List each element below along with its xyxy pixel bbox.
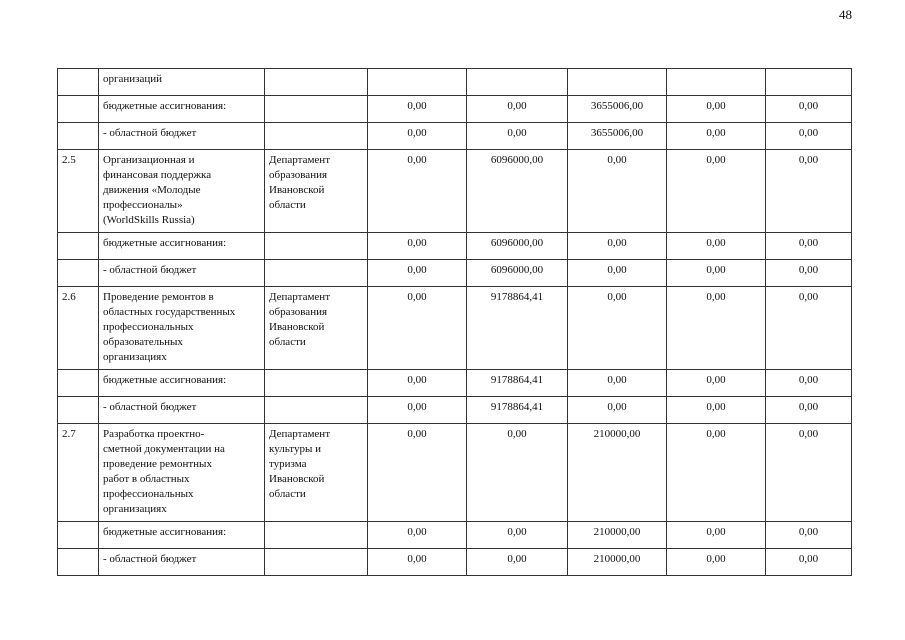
executor-line: культуры и xyxy=(269,443,321,455)
item-number-cell xyxy=(58,260,99,287)
item-number-cell xyxy=(58,522,99,549)
item-name-line: финансовая поддержка xyxy=(103,169,212,181)
item-name-cell xyxy=(99,233,265,260)
item-name-line: движения «Молодые xyxy=(103,184,201,196)
item-name-cell xyxy=(99,69,265,96)
value-cell-4: 0,00 xyxy=(667,233,766,260)
item-name-line: сметной документации на xyxy=(103,443,225,455)
executor-cell xyxy=(265,123,368,150)
item-name-line: бюджетные ассигнования: xyxy=(103,100,227,112)
value-cell-1: 0,00 xyxy=(368,96,467,123)
executor-line: Департамент xyxy=(269,428,331,440)
item-name-line: (WorldSkills Russia) xyxy=(103,214,195,226)
value-cell-4: 0,00 xyxy=(667,287,766,370)
value-cell-4: 0,00 xyxy=(667,150,766,233)
executor-line: области xyxy=(269,336,306,348)
item-name-line: профессиональных xyxy=(103,321,194,333)
value-cell-3: 210000,00 xyxy=(568,549,667,576)
value-cell-5: 0,00 xyxy=(766,397,852,424)
executor-line: области xyxy=(269,488,306,500)
value-cell-5: 0,00 xyxy=(766,424,852,522)
value-cell-3 xyxy=(568,69,667,96)
item-name-cell xyxy=(99,522,265,549)
item-name-line: - областной бюджет xyxy=(103,264,197,276)
executor-line: туризма xyxy=(269,458,307,470)
value-cell-1 xyxy=(368,69,467,96)
table-row-subtotal xyxy=(58,370,852,397)
item-name-line: организаций xyxy=(103,73,163,85)
value-cell-2: 0,00 xyxy=(467,549,568,576)
value-cell-4: 0,00 xyxy=(667,123,766,150)
item-name-cell xyxy=(99,397,265,424)
item-name-cell xyxy=(99,260,265,287)
value-cell-5: 0,00 xyxy=(766,233,852,260)
value-cell-4: 0,00 xyxy=(667,424,766,522)
value-cell-4: 0,00 xyxy=(667,397,766,424)
item-name-line: Проведение ремонтов в xyxy=(103,291,214,303)
executor-line: Департамент xyxy=(269,291,331,303)
table-row-subtotal xyxy=(58,96,852,123)
item-number-cell: 2.6 xyxy=(58,287,99,370)
item-number-cell xyxy=(58,96,99,123)
value-cell-1: 0,00 xyxy=(368,150,467,233)
item-name-line: профессионалы» xyxy=(103,199,183,211)
executor-line: области xyxy=(269,199,306,211)
item-name-cell xyxy=(99,96,265,123)
executor-cell xyxy=(265,150,368,233)
value-cell-5: 0,00 xyxy=(766,150,852,233)
value-cell-4: 0,00 xyxy=(667,96,766,123)
value-cell-3: 210000,00 xyxy=(568,424,667,522)
value-cell-2: 6096000,00 xyxy=(467,150,568,233)
value-cell-4 xyxy=(667,69,766,96)
table-row-subtotal xyxy=(58,260,852,287)
item-name-line: организациях xyxy=(103,503,167,515)
value-cell-5: 0,00 xyxy=(766,96,852,123)
table-row-subtotal xyxy=(58,397,852,424)
executor-line: образования xyxy=(269,306,328,318)
item-name-line: - областной бюджет xyxy=(103,127,197,139)
value-cell-3: 0,00 xyxy=(568,287,667,370)
table-row-item xyxy=(58,424,852,522)
value-cell-1: 0,00 xyxy=(368,260,467,287)
value-cell-3: 0,00 xyxy=(568,233,667,260)
value-cell-3: 0,00 xyxy=(568,370,667,397)
value-cell-1: 0,00 xyxy=(368,549,467,576)
value-cell-5: 0,00 xyxy=(766,522,852,549)
item-name-line: образовательных xyxy=(103,336,183,348)
value-cell-4: 0,00 xyxy=(667,549,766,576)
item-name-line: областных государственных xyxy=(103,306,236,318)
value-cell-2: 0,00 xyxy=(467,522,568,549)
value-cell-5: 0,00 xyxy=(766,123,852,150)
item-name-cell xyxy=(99,549,265,576)
item-name-line: профессиональных xyxy=(103,488,194,500)
item-number-cell xyxy=(58,233,99,260)
item-number-cell: 2.5 xyxy=(58,150,99,233)
executor-cell xyxy=(265,69,368,96)
item-number-cell xyxy=(58,397,99,424)
item-name-line: - областной бюджет xyxy=(103,401,197,413)
value-cell-1: 0,00 xyxy=(368,522,467,549)
executor-line: Ивановской xyxy=(269,321,325,333)
value-cell-1: 0,00 xyxy=(368,287,467,370)
item-name-line: - областной бюджет xyxy=(103,553,197,565)
item-number-cell xyxy=(58,549,99,576)
value-cell-1: 0,00 xyxy=(368,424,467,522)
value-cell-2: 6096000,00 xyxy=(467,233,568,260)
executor-cell xyxy=(265,522,368,549)
budget-table xyxy=(57,68,852,576)
table-row-subtotal xyxy=(58,123,852,150)
value-cell-1: 0,00 xyxy=(368,123,467,150)
value-cell-3: 0,00 xyxy=(568,150,667,233)
value-cell-4: 0,00 xyxy=(667,522,766,549)
item-name-cell xyxy=(99,123,265,150)
value-cell-2: 6096000,00 xyxy=(467,260,568,287)
value-cell-5: 0,00 xyxy=(766,260,852,287)
value-cell-2: 0,00 xyxy=(467,96,568,123)
table-row-subtotal xyxy=(58,233,852,260)
executor-line: Ивановской xyxy=(269,184,325,196)
executor-cell xyxy=(265,287,368,370)
executor-cell xyxy=(265,397,368,424)
executor-cell xyxy=(265,233,368,260)
item-name-line: организациях xyxy=(103,351,167,363)
executor-cell xyxy=(265,96,368,123)
value-cell-4: 0,00 xyxy=(667,370,766,397)
value-cell-3: 0,00 xyxy=(568,260,667,287)
value-cell-1: 0,00 xyxy=(368,233,467,260)
executor-cell xyxy=(265,260,368,287)
item-name-line: бюджетные ассигнования: xyxy=(103,526,227,538)
executor-line: образования xyxy=(269,169,328,181)
table-row-item xyxy=(58,150,852,233)
page-number: 48 xyxy=(839,7,852,22)
item-name-line: Организационная и xyxy=(103,154,195,166)
executor-line: Департамент xyxy=(269,154,331,166)
value-cell-1: 0,00 xyxy=(368,397,467,424)
item-name-line: Разработка проектно- xyxy=(103,428,205,440)
value-cell-3: 3655006,00 xyxy=(568,96,667,123)
value-cell-4: 0,00 xyxy=(667,260,766,287)
item-name-line: проведение ремонтных xyxy=(103,458,212,470)
table-row-subtotal xyxy=(58,549,852,576)
item-name-cell xyxy=(99,150,265,233)
value-cell-3: 210000,00 xyxy=(568,522,667,549)
value-cell-1: 0,00 xyxy=(368,370,467,397)
value-cell-5: 0,00 xyxy=(766,549,852,576)
value-cell-2: 0,00 xyxy=(467,424,568,522)
value-cell-3: 0,00 xyxy=(568,397,667,424)
item-name-cell xyxy=(99,424,265,522)
item-number-cell xyxy=(58,123,99,150)
executor-cell xyxy=(265,370,368,397)
item-name-cell xyxy=(99,287,265,370)
value-cell-2: 9178864,41 xyxy=(467,370,568,397)
value-cell-2: 0,00 xyxy=(467,123,568,150)
value-cell-5: 0,00 xyxy=(766,287,852,370)
table-row-subtotal xyxy=(58,522,852,549)
item-name-cell xyxy=(99,370,265,397)
item-name-line: работ в областных xyxy=(103,473,190,485)
executor-cell xyxy=(265,549,368,576)
table-row-subtotal xyxy=(58,69,852,96)
table-row-item xyxy=(58,287,852,370)
value-cell-2: 9178864,41 xyxy=(467,287,568,370)
item-number-cell xyxy=(58,69,99,96)
item-number-cell: 2.7 xyxy=(58,424,99,522)
value-cell-2: 9178864,41 xyxy=(467,397,568,424)
item-name-line: бюджетные ассигнования: xyxy=(103,374,227,386)
value-cell-3: 3655006,00 xyxy=(568,123,667,150)
executor-cell xyxy=(265,424,368,522)
value-cell-5: 0,00 xyxy=(766,370,852,397)
item-name-line: бюджетные ассигнования: xyxy=(103,237,227,249)
executor-line: Ивановской xyxy=(269,473,325,485)
value-cell-5 xyxy=(766,69,852,96)
item-number-cell xyxy=(58,370,99,397)
value-cell-2 xyxy=(467,69,568,96)
